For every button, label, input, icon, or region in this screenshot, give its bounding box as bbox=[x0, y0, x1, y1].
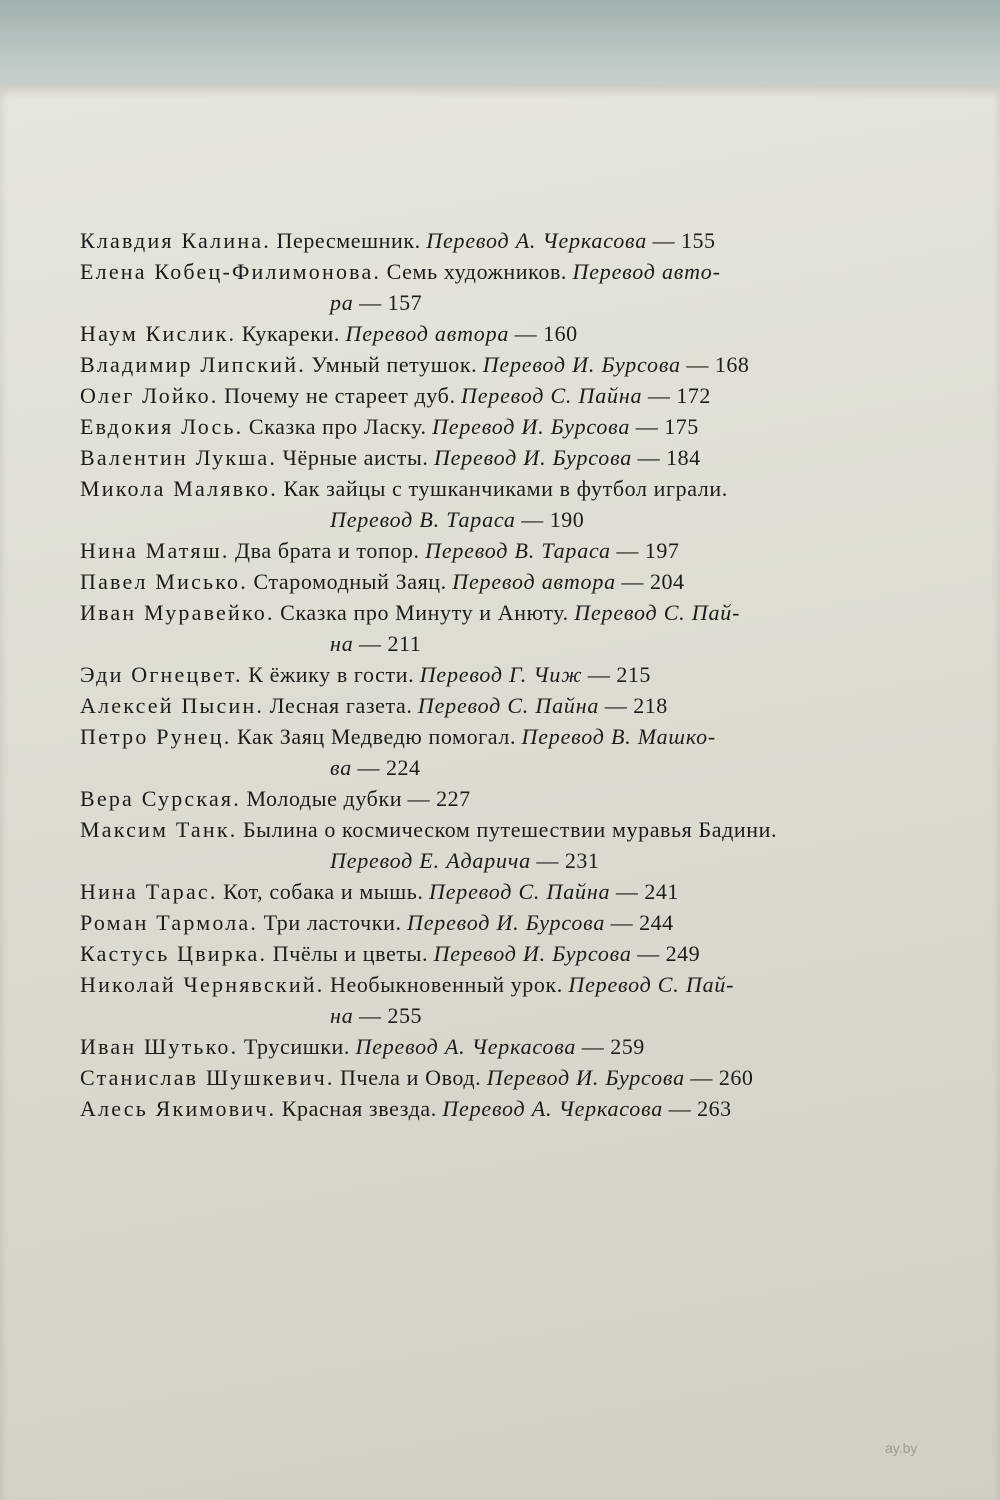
work-title: Кот, собака и мышь. bbox=[223, 879, 424, 904]
translator-credit: Перевод С. Пайна bbox=[429, 879, 611, 904]
translator-credit: Перевод А. Черкасова bbox=[442, 1096, 664, 1121]
author-name: Нина Тарас. bbox=[80, 879, 218, 904]
toc-entry bbox=[80, 318, 930, 349]
work-title: Три ласточки. bbox=[263, 910, 402, 935]
toc-entry bbox=[80, 380, 930, 411]
toc-entry-line bbox=[80, 318, 930, 349]
toc-entry bbox=[80, 659, 930, 690]
toc-entry bbox=[80, 1093, 930, 1124]
author-name: Валентин Лукша. bbox=[80, 445, 278, 470]
translator-credit-continued: ва bbox=[330, 755, 352, 780]
toc-entry bbox=[80, 907, 930, 938]
toc-entry bbox=[80, 442, 930, 473]
work-title: Красная звезда. bbox=[281, 1096, 437, 1121]
page-number: — 175 bbox=[635, 414, 699, 439]
translator-credit: Перевод И. Бурсова bbox=[482, 352, 681, 377]
toc-entry bbox=[80, 969, 930, 1031]
work-title: Старомодный Заяц. bbox=[253, 569, 447, 594]
toc-entry-continuation bbox=[80, 845, 930, 876]
toc-entry-line bbox=[80, 659, 930, 690]
work-title: Умный петушок. bbox=[311, 352, 478, 377]
author-name: Роман Тармола. bbox=[80, 910, 259, 935]
translator-credit: Перевод И. Бурсова bbox=[407, 910, 606, 935]
work-title: Пересмешник. bbox=[276, 228, 421, 253]
translator-credit-continued: Перевод В. Тараса bbox=[330, 507, 516, 532]
work-title: К ёжику в гости. bbox=[248, 662, 415, 687]
toc-entry-continuation bbox=[80, 504, 930, 535]
page-number: — 241 bbox=[615, 879, 679, 904]
toc-entry bbox=[80, 597, 930, 659]
page-number: — 172 bbox=[647, 383, 711, 408]
toc-entry bbox=[80, 690, 930, 721]
toc-entry-line bbox=[80, 969, 930, 1000]
page-number: — 255 bbox=[359, 1003, 423, 1028]
author-name: Алексей Пысин. bbox=[80, 693, 265, 718]
translator-credit: Перевод авто- bbox=[572, 259, 721, 284]
work-title: Молодые дубки bbox=[246, 786, 403, 811]
translator-credit: Перевод С. Пайна bbox=[417, 693, 600, 718]
work-title: Былина о космическом путешествии муравья Бадини. bbox=[242, 817, 778, 842]
author-name: Алесь Якимович. bbox=[80, 1096, 277, 1121]
translator-credit: Перевод С. Пай- bbox=[568, 972, 735, 997]
page-number: — 231 bbox=[536, 848, 600, 873]
toc-entry-line bbox=[80, 473, 930, 504]
page-number: — 224 bbox=[357, 755, 421, 780]
work-title: Пчела и Овод. bbox=[340, 1065, 482, 1090]
translator-credit: Перевод И. Бурсова bbox=[433, 445, 633, 470]
page-number: — 204 bbox=[621, 569, 685, 594]
toc-entry-line bbox=[80, 1093, 930, 1124]
toc-entry-line bbox=[80, 938, 930, 969]
translator-credit-continued: ра bbox=[330, 290, 354, 315]
toc-entry-line bbox=[80, 783, 930, 814]
page-number: — 184 bbox=[637, 445, 701, 470]
watermark: ay.by bbox=[885, 1440, 918, 1456]
page-number: — 157 bbox=[359, 290, 423, 315]
toc-entry bbox=[80, 814, 930, 876]
toc-entry-line bbox=[80, 349, 930, 380]
toc-entry-line bbox=[80, 876, 930, 907]
author-name: Наум Кислик. bbox=[80, 321, 237, 346]
toc-entry-line bbox=[80, 1062, 930, 1093]
toc-entry-continuation bbox=[80, 628, 930, 659]
page-number: — 263 bbox=[668, 1096, 732, 1121]
translator-credit: Перевод И. Бурсова bbox=[486, 1065, 685, 1090]
toc-entry-line bbox=[80, 256, 930, 287]
work-title: Два брата и топор. bbox=[235, 538, 420, 563]
toc-entry bbox=[80, 783, 930, 814]
toc-entry-line bbox=[80, 411, 930, 442]
toc-entry-line bbox=[80, 535, 930, 566]
toc-entry bbox=[80, 349, 930, 380]
toc-entry bbox=[80, 1062, 930, 1093]
page-number: — 155 bbox=[652, 228, 716, 253]
translator-credit: Перевод В. Машко- bbox=[521, 724, 717, 749]
toc-entry-line bbox=[80, 907, 930, 938]
work-title: Необыкновенный урок. bbox=[329, 972, 563, 997]
work-title: Кукареки. bbox=[241, 321, 341, 346]
work-title: Сказка про Минуту и Анюту. bbox=[280, 600, 569, 625]
translator-credit: Перевод А. Черкасова bbox=[355, 1034, 577, 1059]
translator-credit-continued: Перевод Е. Адарича bbox=[330, 848, 531, 873]
translator-credit: Перевод Г. Чиж bbox=[419, 662, 583, 687]
author-name: Кастусь Цвирка. bbox=[80, 941, 268, 966]
work-title: Как зайцы с тушканчиками в футбол играли. bbox=[283, 476, 728, 501]
author-name: Иван Муравейко. bbox=[80, 600, 275, 625]
toc-entry bbox=[80, 566, 930, 597]
translator-credit: Перевод А. Черкасова bbox=[426, 228, 648, 253]
toc-entry-line bbox=[80, 442, 930, 473]
author-name: Петро Рунец. bbox=[80, 724, 232, 749]
toc-entry-line bbox=[80, 225, 930, 256]
translator-credit-continued: на bbox=[330, 631, 354, 656]
author-name: Микола Малявко. bbox=[80, 476, 278, 501]
translator-credit-continued: на bbox=[330, 1003, 354, 1028]
toc-entry bbox=[80, 938, 930, 969]
author-name: Вера Сурская. bbox=[80, 786, 241, 811]
work-title: Чёрные аисты. bbox=[282, 445, 429, 470]
translator-credit: Перевод С. Пайна bbox=[461, 383, 643, 408]
page-number: — 190 bbox=[521, 507, 585, 532]
toc-entry bbox=[80, 721, 930, 783]
toc-entry-line bbox=[80, 814, 930, 845]
toc-entry-continuation bbox=[80, 1000, 930, 1031]
toc-entry-line bbox=[80, 690, 930, 721]
toc-entry-line bbox=[80, 566, 930, 597]
author-name: Николай Чернявский. bbox=[80, 972, 325, 997]
translator-credit: Перевод И. Бурсова bbox=[433, 941, 632, 966]
author-name: Иван Шутько. bbox=[80, 1034, 239, 1059]
toc-entry-continuation bbox=[80, 287, 930, 318]
author-name: Клавдия Калина. bbox=[80, 228, 271, 253]
toc-entry-line bbox=[80, 721, 930, 752]
page-number: — 211 bbox=[359, 631, 422, 656]
page-number: — 197 bbox=[616, 538, 680, 563]
page-number: — 215 bbox=[587, 662, 651, 687]
page-number: — 218 bbox=[604, 693, 668, 718]
work-title: Трусишки. bbox=[243, 1034, 350, 1059]
page-number: — 244 bbox=[610, 910, 674, 935]
work-title: Лесная газета. bbox=[269, 693, 413, 718]
toc-entry bbox=[80, 1031, 930, 1062]
work-title: Почему не стареет дуб. bbox=[224, 383, 456, 408]
toc-entry bbox=[80, 256, 930, 318]
toc-entry bbox=[80, 473, 930, 535]
page-number: — 168 bbox=[686, 352, 750, 377]
work-title: Семь художников. bbox=[386, 259, 568, 284]
work-title: Сказка про Ласку. bbox=[248, 414, 427, 439]
toc-entry bbox=[80, 225, 930, 256]
author-name: Павел Мисько. bbox=[80, 569, 248, 594]
page-number: — 260 bbox=[690, 1065, 754, 1090]
work-title: Пчёлы и цветы. bbox=[272, 941, 429, 966]
work-title: Как Заяц Медведю помогал. bbox=[236, 724, 517, 749]
translator-credit: Перевод автора bbox=[452, 569, 616, 594]
author-name: Евдокия Лось. bbox=[80, 414, 244, 439]
author-name: Владимир Липский. bbox=[80, 352, 306, 377]
author-name: Эди Огнецвет. bbox=[80, 662, 243, 687]
page-number: — 249 bbox=[637, 941, 701, 966]
toc-entry-line bbox=[80, 1031, 930, 1062]
translator-credit: Перевод В. Тараса bbox=[425, 538, 611, 563]
author-name: Максим Танк. bbox=[80, 817, 238, 842]
toc-entry-line bbox=[80, 380, 930, 411]
author-name: Олег Лойко. bbox=[80, 383, 219, 408]
page-number: — 259 bbox=[581, 1034, 645, 1059]
page-number: — 160 bbox=[514, 321, 578, 346]
toc-entry bbox=[80, 535, 930, 566]
toc-entry bbox=[80, 876, 930, 907]
author-name: Елена Кобец-Филимонова. bbox=[80, 259, 382, 284]
toc-entry-line bbox=[80, 597, 930, 628]
translator-credit: Перевод С. Пай- bbox=[574, 600, 741, 625]
translator-credit: Перевод автора bbox=[345, 321, 510, 346]
page-number: — 227 bbox=[407, 786, 471, 811]
author-name: Станислав Шушкевич. bbox=[80, 1065, 335, 1090]
translator-credit: Перевод И. Бурсова bbox=[432, 414, 631, 439]
toc-entry-continuation bbox=[80, 752, 930, 783]
table-of-contents bbox=[80, 225, 930, 1124]
author-name: Нина Матяш. bbox=[80, 538, 230, 563]
toc-entry bbox=[80, 411, 930, 442]
